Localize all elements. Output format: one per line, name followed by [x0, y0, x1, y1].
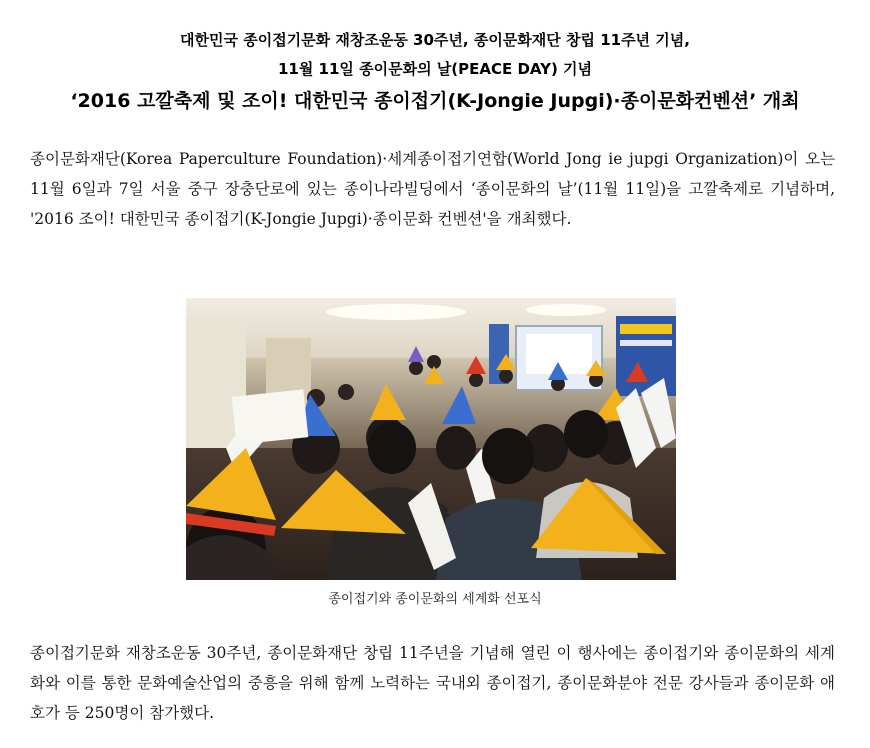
headline-line-2: 11월 11일 종이문화의 날(PEACE DAY) 기념: [277, 60, 593, 78]
headline-line-1: 대한민국 종이접기문화 재창조운동 30주년, 종이문화재단 창립 11주년 기념,: [180, 31, 690, 49]
photo-caption: 종이접기와 종이문화의 세계화 선포식: [328, 592, 542, 607]
paragraph-2: 종이접기문화 재창조운동 30주년, 종이문화재단 창립 11주년을 기념해 열린 이 행사에는 종이접기와 종이문화의 세계화와 이를 통한 문화예술산업의 중흥을 위해 함께 노력하는 국내외 종이접기, 종이문화분야 전문 강사들과 종이문화 애호가 등 250명이 참가했다.: [30, 644, 835, 722]
event-photo: [186, 298, 676, 580]
headline-main: ‘2016 고깔축제 및 조이! 대한민국 종이접기(K-Jongie Jupgi)·종이문화컨벤션’ 개최: [70, 90, 800, 112]
paragraph-1: 종이문화재단(Korea Paperculture Foundation)·세계종이접기연합(World Jong ie jupgi Organization)이 오는 11월 6일과 7일 서울 중구 장충단로에 있는 종이나라빌딩에서 ‘종이문화의 날’(11월 11일)을 고깔축제로 기념하며, '2016 조이! 대한민국 종이접기(K-Jongie Jupgi)·종이문화 컨벤션'을 개최했다.: [30, 150, 835, 228]
